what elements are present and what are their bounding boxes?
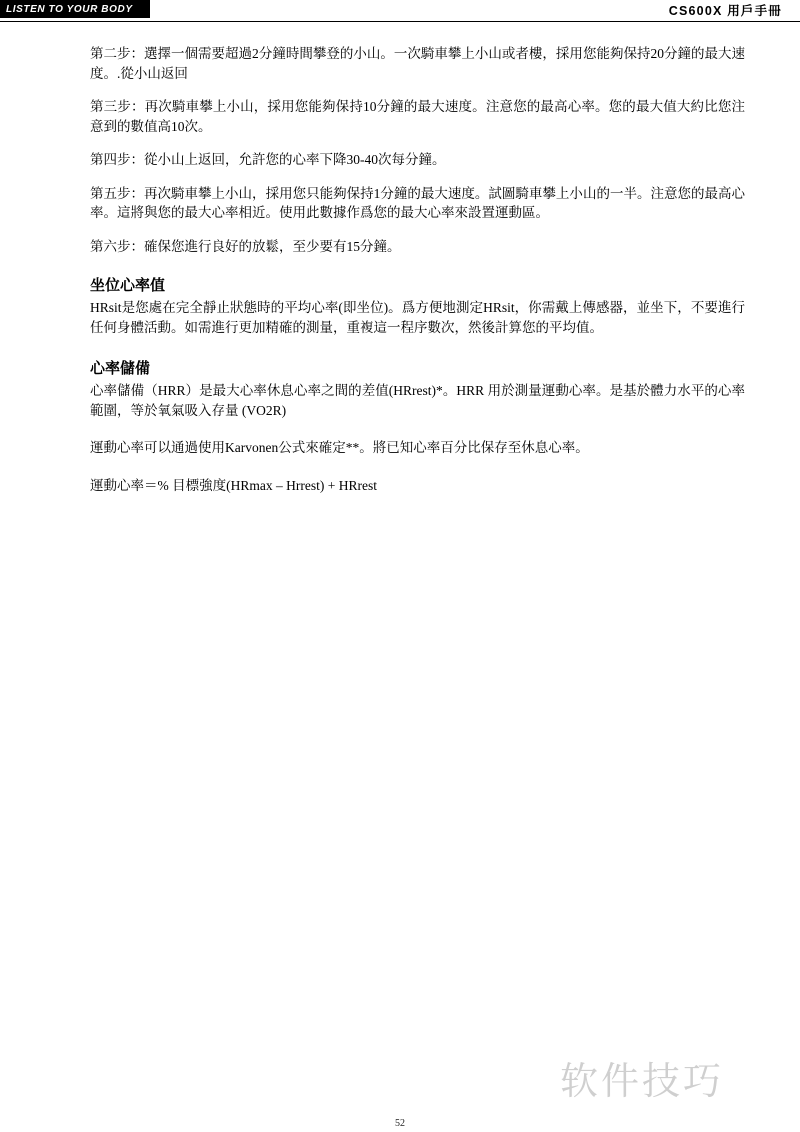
step-paragraph: 第四步：從小山上返回，允許您的心率下降30-40次每分鐘。: [90, 152, 446, 167]
step-paragraph: 第六步：確保您進行良好的放鬆，至少要有15分鐘。: [90, 238, 401, 254]
step-paragraph: 第五步：再次騎車攀上小山，採用您只能夠保持1分鐘的最大速度。試圖騎車攀上小山的一半。注意您的最高心率。這將與您的最大心率相近。使用此數據作爲您的最大心率來設置運動區。: [90, 185, 745, 220]
section-heading-heart-rate-reserve: 心率儲備: [90, 361, 151, 377]
brand-logo: LISTEN TO YOUR BODY: [0, 0, 150, 18]
section-heading-sitting-heart-rate: 坐位心率值: [90, 278, 166, 294]
section-paragraph: HRsit是您處在完全靜止狀態時的平均心率(即坐位)。爲方便地測定HRsit，你需戴上傳感器，並坐下，不要進行任何身體活動。如需進行更加精確的測量，重複這一程序數次，然後計算您的平均值。: [90, 300, 745, 335]
section-paragraph: 運動心率可以通過使用Karvonen公式來確定**。將已知心率百分比保存至休息心率。: [90, 440, 589, 455]
section-paragraph: 心率儲備（HRR）是最大心率休息心率之間的差值(HRrest)*。HRR 用於測量運動心率。是基於體力水平的心率範圍，等於氧氣吸入存量 (VO2R): [90, 383, 745, 418]
step-paragraph: 第三步：再次騎車攀上小山，採用您能夠保持10分鐘的最大速度。注意您的最高心率。您的最大值大約比您注意到的數值高10次。: [90, 99, 745, 134]
header-divider: [0, 21, 800, 22]
page-header: [0, 0, 800, 22]
page-number: 52: [395, 1118, 405, 1129]
watermark-text: 软件技巧: [560, 1061, 725, 1103]
manual-title: CS600X 用戶手冊: [668, 4, 782, 18]
formula-paragraph: 運動心率＝% 目標強度(HRmax – Hrrest) + HRrest: [90, 477, 377, 493]
step-paragraph: 第二步：選擇一個需要超過2分鐘時間攀登的小山。一次騎車攀上小山或者樓，採用您能夠保持20分鐘的最大速度。.從小山返回: [90, 46, 745, 81]
page-content: [90, 44, 745, 505]
